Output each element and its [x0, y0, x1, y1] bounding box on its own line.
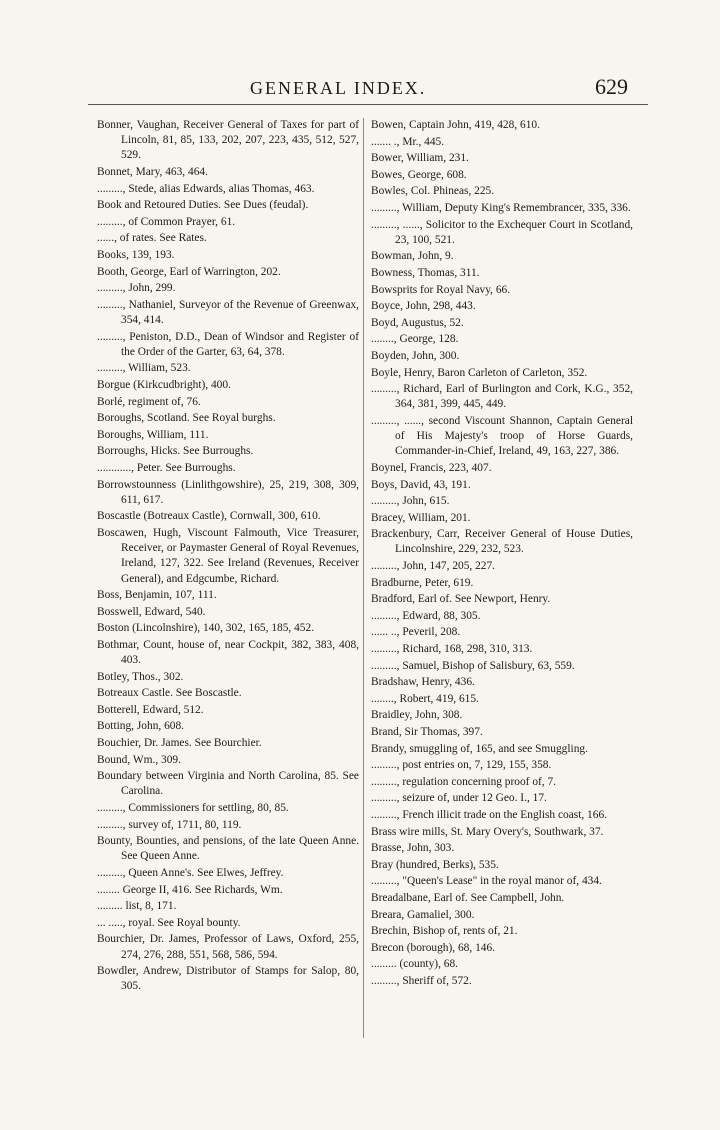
- index-entry: Borgue (Kirkcudbright), 400.: [97, 378, 231, 391]
- index-entry: Bray (hundred, Berks), 535.: [371, 858, 499, 871]
- index-entry: Bowes, George, 608.: [371, 168, 467, 181]
- index-entry: ........., Richard, 168, 298, 310, 313.: [371, 643, 533, 656]
- index-entry: Bowman, John, 9.: [371, 250, 454, 263]
- index-entry: Bowen, Captain John, 419, 428, 610.: [371, 119, 540, 131]
- index-entry: Bounty, Bounties, and pensions, of the late Queen Anne. See Queen Anne.: [97, 835, 359, 863]
- index-entry: ........., regulation concerning proof of, 7.: [371, 775, 557, 788]
- index-entry: ........., French illicit trade on the English coast, 166.: [371, 808, 607, 821]
- page-header: [0, 72, 720, 102]
- index-entry: ........, George, 128.: [371, 333, 459, 346]
- index-column-right: [371, 118, 633, 991]
- index-entry: Booth, George, Earl of Warrington, 202.: [97, 265, 281, 278]
- index-entry: ........., Edward, 88, 305.: [371, 609, 481, 622]
- index-entry: ........., Commissioners for settling, 80, 85.: [97, 802, 289, 815]
- index-entry: Boscawen, Hugh, Viscount Falmouth, Vice Treasurer, Receiver, or Paymaster General of Royal Revenues, Ireland, 127, 322. See Ireland (Revenues, Receiver General), and Edgcumbe, Richard.: [97, 526, 359, 585]
- index-entry: ........., "Queen's Lease" in the royal manor of, 434.: [371, 875, 602, 888]
- index-entry: Boyle, Henry, Baron Carleton of Carleton, 352.: [371, 366, 588, 379]
- index-entry: Bowles, Col. Phineas, 225.: [371, 185, 495, 198]
- index-column-left: [97, 118, 359, 996]
- index-entry: ........., John, 615.: [371, 495, 450, 508]
- index-entry: ........., William, Deputy King's Remembrancer, 335, 336.: [371, 201, 631, 214]
- index-entry: ........ George II, 416. See Richards, Wm.: [97, 883, 283, 896]
- index-entry: Boynel, Francis, 223, 407.: [371, 461, 492, 474]
- index-entry: Borlé, regiment of, 76.: [97, 395, 201, 408]
- index-entry: Braidley, John, 308.: [371, 709, 463, 722]
- index-entry: ........., Nathaniel, Surveyor of the Revenue of Greenwax, 354, 414.: [97, 298, 359, 326]
- index-entry: Bouchier, Dr. James. See Bourchier.: [97, 737, 262, 750]
- index-entry: ........., ......, Solicitor to the Exchequer Court in Scotland, 23, 100, 521.: [371, 218, 633, 246]
- index-entry: ......... (county), 68.: [371, 958, 458, 971]
- index-entry: ........., Queen Anne's. See Elwes, Jeffrey.: [97, 867, 284, 880]
- index-entry: Botterell, Edward, 512.: [97, 703, 204, 716]
- index-entry: Book and Retoured Duties. See Dues (feudal).: [97, 199, 309, 212]
- index-entry: ......... list, 8, 171.: [97, 900, 177, 913]
- column-divider: [363, 118, 364, 1038]
- index-entry: Bowdler, Andrew, Distributor of Stamps for Salop, 80, 305.: [97, 965, 359, 993]
- index-entry: ........., William, 523.: [97, 362, 191, 375]
- index-entry: Boss, Benjamin, 107, 111.: [97, 589, 217, 602]
- index-entry: Books, 139, 193.: [97, 248, 175, 261]
- index-entry: Brackenbury, Carr, Receiver General of House Duties, Lincolnshire, 229, 232, 523.: [371, 528, 633, 556]
- index-entry: ........, Robert, 419, 615.: [371, 692, 479, 705]
- index-entry: ........., John, 299.: [97, 282, 176, 295]
- index-entry: ............, Peter. See Burroughs.: [97, 461, 236, 474]
- index-entry: ...... .., Peveril, 208.: [371, 626, 461, 639]
- index-entry: ........., survey of, 1711, 80, 119.: [97, 818, 242, 831]
- index-entry: Bound, Wm., 309.: [97, 753, 181, 766]
- index-entry: ........., Stede, alias Edwards, alias Thomas, 463.: [97, 182, 315, 195]
- index-entry: ........., Peniston, D.D., Dean of Windsor and Register of the Order of the Garter, 63, 64, 378.: [97, 330, 359, 358]
- index-entry: Brand, Sir Thomas, 397.: [371, 726, 483, 739]
- index-entry: Boyden, John, 300.: [371, 349, 460, 362]
- index-entry: Bosswell, Edward, 540.: [97, 605, 206, 618]
- index-entry: ........., Richard, Earl of Burlington and Cork, K.G., 352, 364, 381, 399, 445, 449.: [371, 383, 633, 411]
- index-entry: Boscastle (Botreaux Castle), Cornwall, 300, 610.: [97, 510, 321, 523]
- index-entry: Breadalbane, Earl of. See Campbell, John.: [371, 891, 565, 904]
- index-entry: Boundary between Virginia and North Carolina, 85. See Carolina.: [97, 770, 359, 798]
- index-entry: Boroughs, William, 111.: [97, 428, 209, 441]
- index-entry: Bradshaw, Henry, 436.: [371, 676, 475, 689]
- index-entry: ........., post entries on, 7, 129, 155, 358.: [371, 759, 552, 772]
- index-entry: ........., ......, second Viscount Shannon, Captain General of His Majesty's troop of Horse Guards, Commander-in-Chief, Ireland, 49, 163, 227, 386.: [371, 414, 633, 458]
- index-entry: Boston (Lincolnshire), 140, 302, 165, 185, 452.: [97, 622, 315, 635]
- header-rule: [88, 104, 648, 105]
- index-entry: Boyd, Augustus, 52.: [371, 316, 464, 329]
- index-entry: Bourchier, Dr. James, Professor of Laws, Oxford, 255, 274, 276, 288, 551, 568, 586, 594.: [97, 933, 359, 961]
- index-entry: ......, of rates. See Rates.: [97, 232, 207, 245]
- index-entry: Bower, William, 231.: [371, 152, 469, 165]
- index-entry: Breara, Gamaliel, 300.: [371, 908, 475, 921]
- index-entry: Boroughs, Scotland. See Royal burghs.: [97, 412, 276, 425]
- index-entry: Botting, John, 608.: [97, 720, 185, 733]
- index-entry: Bothmar, Count, house of, near Cockpit, 382, 383, 408, 403.: [97, 638, 359, 667]
- index-entry: Botreaux Castle. See Boscastle.: [97, 687, 242, 700]
- index-entry: ........., seizure of, under 12 Geo. I., 17.: [371, 792, 547, 805]
- index-entry: Botley, Thos., 302.: [97, 670, 184, 683]
- index-entry: ........., Samuel, Bishop of Salisbury, 63, 559.: [371, 659, 575, 672]
- index-entry: Brechin, Bishop of, rents of, 21.: [371, 925, 518, 938]
- index-entry: Brass wire mills, St. Mary Overy's, Southwark, 37.: [371, 825, 604, 838]
- index-entry: Bracey, William, 201.: [371, 511, 471, 524]
- index-entry: Boyce, John, 298, 443.: [371, 300, 476, 313]
- index-entry: ........., Sheriff of, 572.: [371, 974, 472, 987]
- index-entry: ... ....., royal. See Royal bounty.: [97, 916, 241, 929]
- index-entry: ........., of Common Prayer, 61.: [97, 215, 236, 228]
- running-title: GENERAL INDEX.: [250, 78, 427, 98]
- index-entry: Borroughs, Hicks. See Burroughs.: [97, 445, 254, 458]
- index-entry: Bradford, Earl of. See Newport, Henry.: [371, 593, 551, 606]
- index-entry: ........., John, 147, 205, 227.: [371, 560, 496, 573]
- index-entry: Bowsprits for Royal Navy, 66.: [371, 283, 511, 296]
- index-entry: Boys, David, 43, 191.: [371, 478, 471, 491]
- index-entry: Bonner, Vaughan, Receiver General of Taxes for part of Lincoln, 81, 85, 133, 202, 207, 223, 435, 512, 527, 529.: [97, 119, 359, 162]
- index-entry: Bonnet, Mary, 463, 464.: [97, 166, 208, 178]
- index-entry: Brandy, smuggling of, 165, and see Smuggling.: [371, 742, 588, 755]
- index-entry: ....... ., Mr., 445.: [371, 135, 445, 148]
- index-entry: Borrowstounness (Linlithgowshire), 25, 219, 308, 309, 611, 617.: [97, 478, 359, 506]
- index-entry: Bradburne, Peter, 619.: [371, 576, 474, 589]
- index-entry: Brecon (borough), 68, 146.: [371, 941, 496, 954]
- page-number: 629: [595, 74, 628, 99]
- index-entry: Bowness, Thomas, 311.: [371, 266, 480, 279]
- index-entry: Brasse, John, 303.: [371, 842, 455, 855]
